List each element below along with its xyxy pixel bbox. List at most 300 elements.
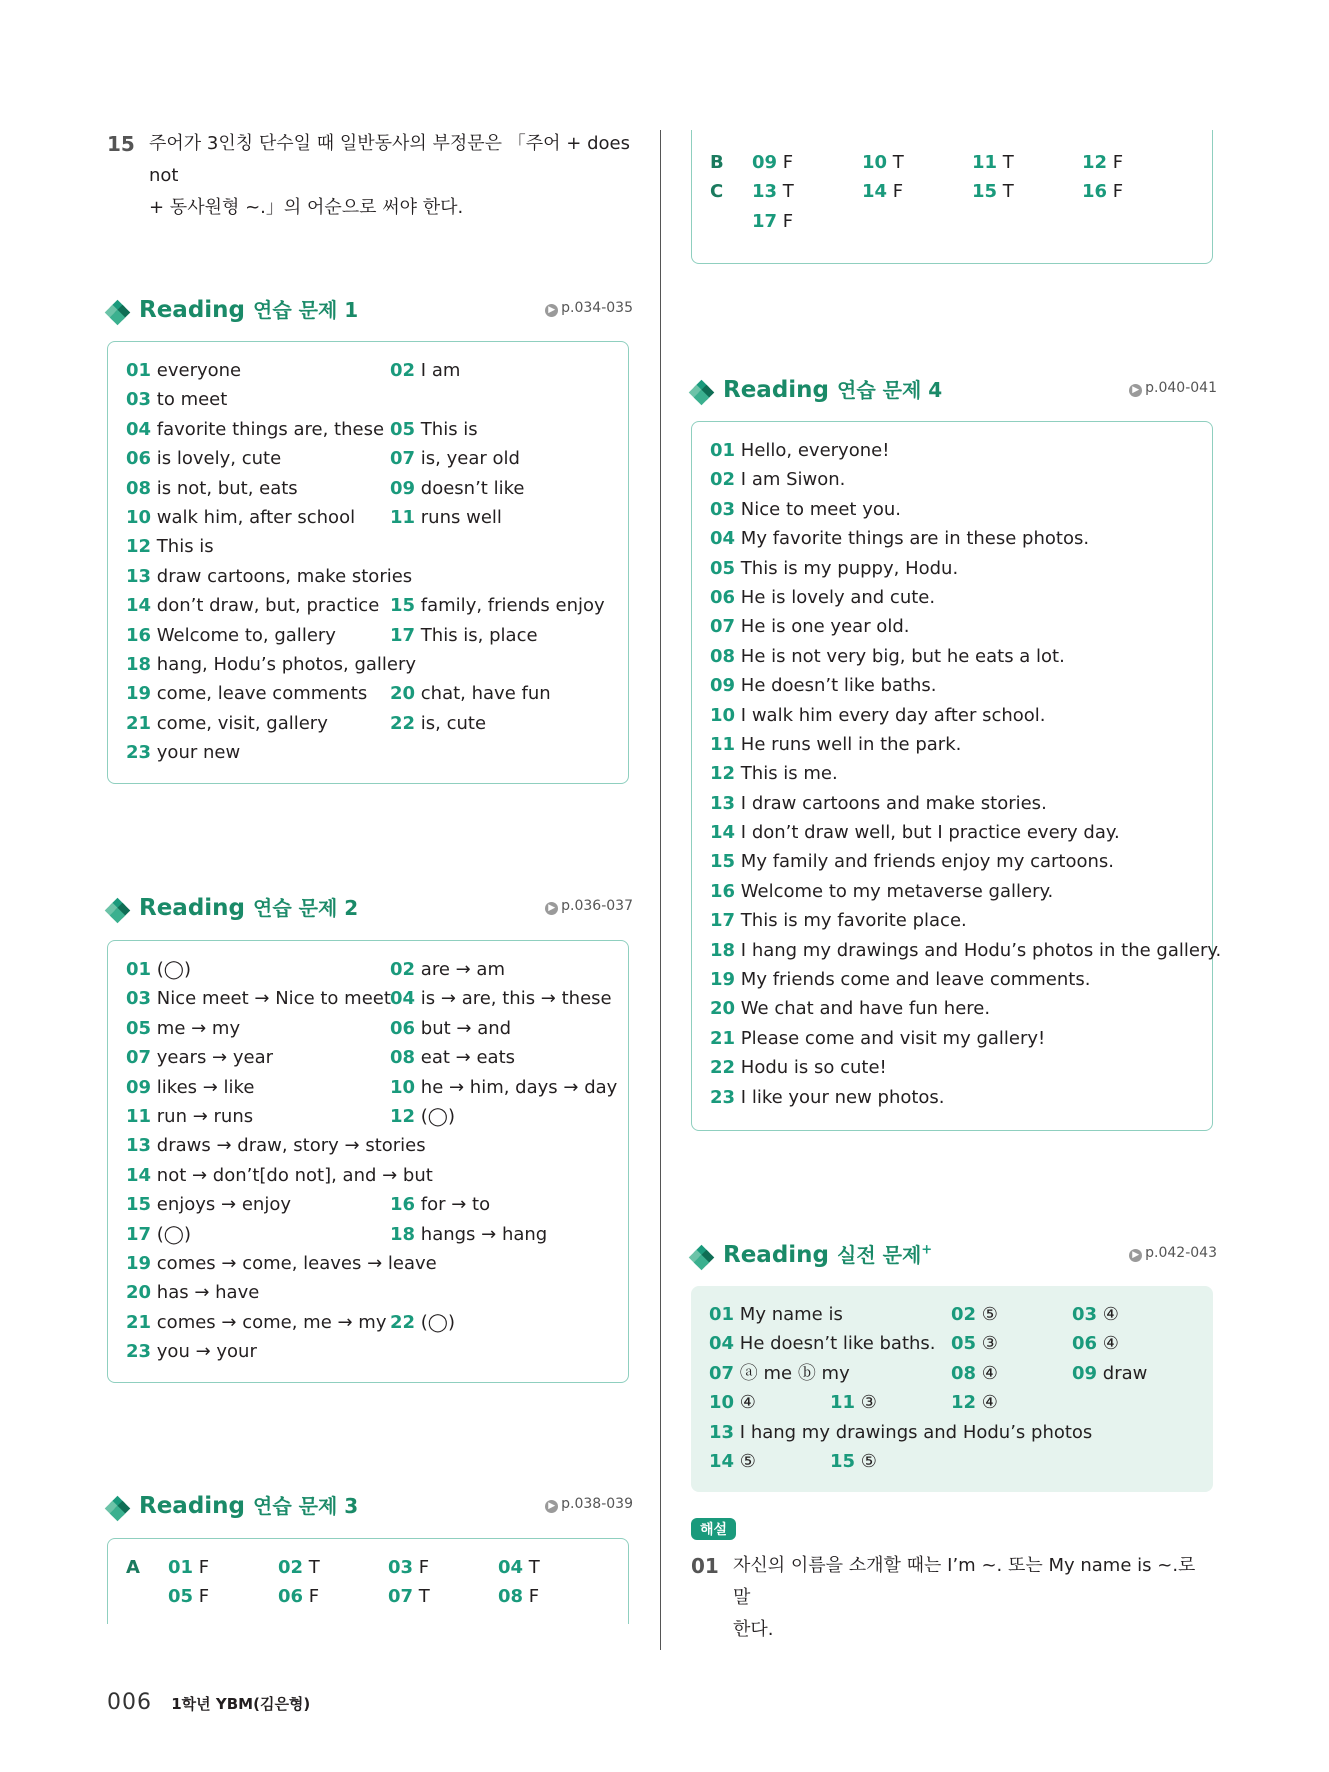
answer-text: He is one year old.	[735, 616, 910, 638]
answer-item	[710, 789, 1047, 818]
arrow-icon: ▶	[545, 902, 558, 915]
answer-row	[126, 444, 610, 473]
answer-item	[126, 1337, 257, 1366]
answer-row	[126, 1161, 610, 1190]
answer-number: 14	[710, 822, 736, 844]
answer-number: 12	[390, 1105, 416, 1127]
part-letter: C	[710, 181, 724, 203]
answer-text: draws → draw, story → stories	[151, 1135, 426, 1157]
answer-number: 15	[710, 851, 736, 873]
answer-item	[278, 1582, 319, 1611]
answer-item	[126, 591, 379, 620]
answer-number: 07	[388, 1586, 414, 1608]
answer-row	[710, 994, 1194, 1023]
answer-item	[126, 415, 384, 444]
answer-number: 03	[126, 389, 152, 411]
answer-row	[710, 177, 1194, 206]
answer-text: is, year old	[415, 448, 520, 470]
answer-number: 22	[710, 1057, 736, 1079]
answer-row	[126, 709, 610, 738]
arrow-icon: ▶	[1129, 1249, 1142, 1262]
answer-text: not → don’t[do not], and → but	[151, 1164, 433, 1186]
answer-text: T	[887, 152, 904, 173]
answer-number: 17	[126, 1223, 152, 1245]
answer-text: I like your new photos.	[735, 1086, 945, 1108]
answer-item	[1072, 1359, 1147, 1388]
answer-item	[126, 1014, 240, 1043]
answer-number: 09	[126, 1076, 152, 1098]
answer-item	[278, 1553, 320, 1582]
answer-row	[709, 1388, 1195, 1417]
answer-item	[709, 1359, 850, 1388]
answer-item	[710, 730, 961, 759]
answer-number: 01	[168, 1557, 194, 1578]
answer-row	[126, 1582, 610, 1611]
answer-text: Hello, everyone!	[735, 440, 890, 461]
reading2-title: Reading 연습 문제 2	[139, 895, 359, 921]
answer-row	[126, 1043, 610, 1072]
answer-row	[710, 789, 1194, 818]
reading4-title: Reading 연습 문제 4	[723, 377, 943, 403]
answer-item	[752, 148, 793, 177]
answer-text: Nice to meet you.	[735, 498, 901, 520]
answer-text: has → have	[151, 1282, 260, 1304]
answer-row	[710, 1053, 1194, 1082]
intro-note	[107, 128, 633, 224]
answer-number: 07	[709, 1362, 735, 1384]
answer-item	[390, 474, 524, 503]
answer-text: runs well	[415, 506, 502, 528]
reading2-header	[107, 892, 633, 926]
answer-text: comes → come, leaves → leave	[151, 1252, 437, 1274]
answer-text: My name is	[734, 1304, 843, 1325]
answer-number: 03	[388, 1557, 414, 1578]
answer-item	[388, 1553, 429, 1582]
answer-number: 02	[710, 469, 736, 491]
answer-item	[390, 356, 460, 385]
answer-item	[710, 465, 845, 494]
answer-text: likes → like	[151, 1076, 255, 1098]
answer-item	[951, 1329, 998, 1358]
answer-item	[710, 936, 1221, 965]
answer-number: 13	[710, 792, 736, 814]
answer-text: (◯)	[415, 1311, 455, 1333]
answer-item	[951, 1388, 998, 1417]
answer-row	[126, 532, 610, 561]
answer-text: hangs → hang	[415, 1223, 548, 1245]
answer-item	[710, 965, 1090, 994]
answer-text: favorite things are, these	[151, 418, 385, 440]
answer-row	[710, 207, 1194, 236]
answer-row	[126, 1249, 610, 1278]
answer-text: F	[303, 1586, 320, 1608]
answer-text: family, friends enjoy	[415, 595, 605, 617]
answer-number: 22	[390, 1311, 416, 1333]
answer-text: draw cartoons, make stories	[151, 565, 413, 587]
answer-row	[126, 503, 610, 532]
answer-text: eat → eats	[415, 1047, 516, 1069]
answer-text: hang, Hodu’s photos, gallery	[151, 653, 417, 675]
answer-number: 05	[710, 557, 736, 579]
answer-number: 16	[390, 1194, 416, 1216]
answer-item	[126, 1043, 273, 1072]
answer-text: F	[193, 1586, 210, 1608]
answer-number: 20	[126, 1282, 152, 1304]
answer-text: Please come and visit my gallery!	[735, 1027, 1046, 1049]
answer-number: 13	[709, 1421, 735, 1443]
answer-number: 07	[710, 616, 736, 638]
arrow-icon: ▶	[545, 1500, 558, 1513]
answer-number: 03	[710, 498, 736, 520]
reading1-header	[107, 294, 633, 328]
answer-number: 10	[710, 704, 736, 726]
answer-number: 19	[126, 683, 152, 705]
answer-item	[709, 1447, 756, 1476]
answer-item	[126, 955, 191, 984]
reading-real-answers	[691, 1286, 1213, 1492]
answer-number: 06	[710, 586, 736, 608]
answer-row	[710, 906, 1194, 935]
answer-number: 12	[1082, 152, 1108, 173]
answer-item	[126, 709, 328, 738]
reading4-answers	[691, 421, 1222, 1131]
answer-text: ④	[1097, 1304, 1119, 1325]
answer-row	[709, 1447, 1195, 1476]
answer-number: 16	[710, 880, 736, 902]
answer-item	[390, 1043, 515, 1072]
answer-number: 17	[752, 210, 778, 232]
answer-item	[710, 818, 1120, 847]
answer-number: 15	[126, 1194, 152, 1216]
answer-number: 01	[710, 440, 736, 461]
reading3-answers-part1	[107, 1538, 629, 1624]
part-letter: A	[126, 1557, 140, 1578]
answer-number: 23	[126, 1341, 152, 1363]
reading1-title: Reading 연습 문제 1	[139, 297, 359, 323]
answer-number: 08	[710, 645, 736, 667]
answer-item	[972, 177, 1014, 206]
answer-number: 14	[126, 1164, 152, 1186]
reading4-page-ref: ▶ p.040-041	[1129, 380, 1217, 397]
answer-row	[126, 562, 610, 591]
answer-number: 05	[951, 1333, 977, 1355]
answer-item	[830, 1447, 877, 1476]
answer-text: is, cute	[415, 712, 487, 734]
answer-text: don’t draw, but, practice	[151, 595, 380, 617]
answer-item	[126, 562, 412, 591]
answer-row	[126, 591, 610, 620]
answer-item	[1072, 1300, 1119, 1329]
answer-item	[388, 1582, 430, 1611]
diamond-icon	[691, 382, 713, 404]
answer-item	[752, 177, 794, 206]
answer-text: ⑤	[855, 1450, 877, 1472]
answer-text: He is lovely and cute.	[735, 586, 936, 608]
answer-number: 14	[126, 595, 152, 617]
answer-number: 14	[862, 181, 888, 203]
answer-number: 17	[710, 910, 736, 932]
answer-text: F	[1107, 152, 1124, 173]
column-divider	[660, 130, 661, 1650]
answer-item	[390, 415, 478, 444]
answer-text: is → are, this → these	[415, 988, 612, 1010]
answer-item	[126, 650, 416, 679]
answer-row	[126, 1073, 618, 1102]
reading1-page-ref: ▶ p.034-035	[545, 300, 633, 317]
answer-number: 19	[710, 969, 736, 991]
answer-item	[862, 148, 904, 177]
reading4-header	[691, 374, 1217, 408]
answer-number: 02	[390, 360, 416, 381]
answer-item	[126, 385, 227, 414]
answer-item	[830, 1388, 877, 1417]
answer-item	[126, 532, 214, 561]
answer-text: We chat and have fun here.	[735, 998, 991, 1020]
answer-text: This is	[415, 418, 478, 440]
answer-number: 08	[126, 477, 152, 499]
book-title: 1학년 YBM(김은형)	[171, 1695, 311, 1713]
answer-item	[390, 1190, 490, 1219]
answer-item	[390, 1102, 455, 1131]
explanation-line2: 한다.	[733, 1619, 774, 1640]
explanation-line1: 자신의 이름을 소개할 때는 I’m ~. 또는 My name is ~.로 말	[733, 1555, 1196, 1608]
answer-text: F	[193, 1557, 210, 1578]
answer-row	[710, 554, 1194, 583]
answer-text: ⑤	[976, 1304, 998, 1325]
answer-number: 21	[710, 1027, 736, 1049]
answer-number: 06	[390, 1017, 416, 1039]
answer-number: 16	[126, 624, 152, 646]
answer-number: 11	[710, 733, 736, 755]
answer-number: 01	[709, 1304, 735, 1325]
answer-item	[390, 503, 502, 532]
answer-item	[710, 642, 1065, 671]
answer-row	[126, 1278, 610, 1307]
answer-number: 10	[390, 1076, 416, 1098]
answer-number: 05	[126, 1017, 152, 1039]
answer-item	[126, 1161, 433, 1190]
answer-row	[709, 1359, 1195, 1388]
diamond-icon	[107, 302, 129, 324]
answer-text: T	[303, 1557, 320, 1578]
part-letter: B	[710, 152, 724, 173]
answer-item	[126, 1249, 437, 1278]
reading-real-page-ref: ▶ p.042-043	[1129, 1245, 1217, 1262]
answer-item	[951, 1300, 998, 1329]
answer-text: My favorite things are in these photos.	[735, 528, 1090, 550]
answer-item	[126, 356, 241, 385]
answer-text: ⓐ me ⓑ my	[734, 1362, 850, 1384]
answer-text: My family and friends enjoy my cartoons.	[735, 851, 1114, 873]
answer-number: 04	[498, 1557, 524, 1578]
answer-text: T	[997, 181, 1014, 203]
answer-text: walk him, after school	[151, 506, 356, 528]
answer-item	[498, 1553, 540, 1582]
answer-item	[710, 994, 990, 1023]
explanation-note	[691, 1550, 1217, 1646]
answer-row	[710, 965, 1194, 994]
diamond-icon	[107, 900, 129, 922]
answer-number: 06	[126, 448, 152, 470]
answer-item	[710, 906, 967, 935]
answer-text: T	[413, 1586, 430, 1608]
answer-row	[126, 1220, 610, 1249]
answer-row	[126, 474, 610, 503]
answer-number: 13	[752, 181, 778, 203]
answer-item	[710, 1083, 945, 1112]
answer-item	[390, 1073, 617, 1102]
answer-row	[710, 148, 1194, 177]
answer-text: run → runs	[151, 1105, 254, 1127]
answer-number: 13	[126, 565, 152, 587]
diamond-icon	[107, 1498, 129, 1520]
answer-text: F	[523, 1586, 540, 1608]
answer-number: 02	[278, 1557, 304, 1578]
answer-item	[710, 1053, 887, 1082]
answer-number: 08	[390, 1047, 416, 1069]
answer-item	[390, 1014, 511, 1043]
answer-row	[126, 984, 610, 1013]
answer-number: 15	[390, 595, 416, 617]
answer-number: 04	[390, 988, 416, 1010]
answer-number: 06	[1072, 1333, 1098, 1355]
answer-text: but → and	[415, 1017, 512, 1039]
answer-number: 16	[1082, 181, 1108, 203]
answer-text: Nice meet → Nice to meet	[151, 988, 391, 1010]
answer-text: ③	[855, 1392, 877, 1414]
answer-number: 17	[390, 624, 416, 646]
answer-row	[710, 936, 1222, 965]
answer-number: 09	[752, 152, 778, 173]
reading2-answers	[107, 940, 629, 1383]
answer-number: 11	[972, 152, 998, 173]
answer-number: 12	[951, 1392, 977, 1414]
answer-text: ③	[976, 1333, 998, 1355]
answer-number: 13	[126, 1135, 152, 1157]
answer-row	[710, 583, 1194, 612]
answer-item	[1072, 1329, 1119, 1358]
answer-number: 22	[390, 712, 416, 734]
answer-text: is not, but, eats	[151, 477, 298, 499]
answer-number: 18	[390, 1223, 416, 1245]
answer-text: Welcome to my metaverse gallery.	[735, 880, 1054, 902]
answer-text: ⑤	[734, 1450, 756, 1472]
answer-item	[126, 474, 298, 503]
answer-text: I am	[415, 360, 461, 381]
answer-number: 18	[126, 653, 152, 675]
answer-number: 05	[390, 418, 416, 440]
reading-real-title: Reading 실전 문제+	[723, 1242, 933, 1268]
answer-row	[709, 1300, 1195, 1329]
explanation-number: 01	[691, 1554, 719, 1578]
answer-row	[126, 415, 610, 444]
answer-number: 20	[390, 683, 416, 705]
answer-number: 23	[710, 1086, 736, 1108]
answer-text: I draw cartoons and make stories.	[735, 792, 1047, 814]
answer-item	[709, 1418, 1092, 1447]
answer-row	[126, 650, 610, 679]
answer-row	[710, 465, 1194, 494]
reading3-header	[107, 1490, 633, 1524]
answer-number: 11	[830, 1392, 856, 1414]
answer-item	[972, 148, 1014, 177]
answer-item	[862, 177, 903, 206]
answer-row	[710, 495, 1194, 524]
answer-item	[710, 436, 889, 465]
answer-number: 10	[126, 506, 152, 528]
answer-item	[390, 1308, 455, 1337]
answer-item	[390, 621, 538, 650]
answer-item	[390, 955, 505, 984]
answer-number: 15	[972, 181, 998, 203]
answer-item	[951, 1359, 998, 1388]
answer-text: I hang my drawings and Hodu’s photos	[734, 1421, 1093, 1443]
diamond-icon	[691, 1247, 713, 1269]
answer-text: F	[1107, 181, 1124, 203]
answer-text: comes → come, me → my	[151, 1311, 387, 1333]
answer-number: 01	[126, 959, 152, 980]
reading2-page-ref: ▶ p.036-037	[545, 898, 633, 915]
answer-number: 08	[498, 1586, 524, 1608]
answer-item	[710, 495, 901, 524]
answer-item	[126, 679, 367, 708]
answer-item	[710, 583, 935, 612]
reading3-page-ref: ▶ p.038-039	[545, 1496, 633, 1513]
answer-text: Welcome to, gallery	[151, 624, 336, 646]
answer-number: 11	[126, 1105, 152, 1127]
answer-item	[126, 503, 355, 532]
answer-item	[126, 1102, 253, 1131]
answer-text: (◯)	[151, 1223, 191, 1245]
answer-text: your new	[151, 742, 241, 764]
answer-number: 09	[710, 675, 736, 697]
reading3-title: Reading 연습 문제 3	[139, 1493, 359, 1519]
answer-text: is lovely, cute	[151, 448, 282, 470]
answer-text: F	[887, 181, 904, 203]
answer-row	[126, 621, 610, 650]
answer-row	[126, 1131, 610, 1160]
answer-number: 01	[126, 360, 152, 381]
answer-row	[710, 612, 1194, 641]
answer-number: 06	[278, 1586, 304, 1608]
answer-text: come, visit, gallery	[151, 712, 328, 734]
answer-number: 09	[1072, 1362, 1098, 1384]
answer-text: This is	[151, 536, 214, 558]
answer-item	[710, 759, 838, 788]
answer-row	[126, 955, 610, 984]
answer-text: This is my favorite place.	[735, 910, 967, 932]
answer-text: He runs well in the park.	[735, 733, 962, 755]
answer-row	[710, 701, 1194, 730]
answer-text: enjoys → enjoy	[151, 1194, 291, 1216]
answer-row	[710, 671, 1194, 700]
answer-text: everyone	[151, 360, 242, 381]
answer-item	[710, 701, 1046, 730]
answer-text: (◯)	[415, 1105, 455, 1127]
answer-row	[710, 847, 1194, 876]
answer-item	[498, 1582, 539, 1611]
answer-item	[710, 847, 1114, 876]
arrow-icon: ▶	[545, 304, 558, 317]
answer-text: I am Siwon.	[735, 469, 846, 491]
answer-text: My friends come and leave comments.	[735, 969, 1091, 991]
answer-text: draw	[1097, 1362, 1148, 1384]
answer-item	[390, 1220, 547, 1249]
answer-text: ④	[976, 1392, 998, 1414]
answer-item	[390, 679, 551, 708]
answer-item	[390, 444, 520, 473]
intro-text-line1: 주어가 3인칭 단수일 때 일반동사의 부정문은 「주어 + does not	[149, 133, 630, 186]
